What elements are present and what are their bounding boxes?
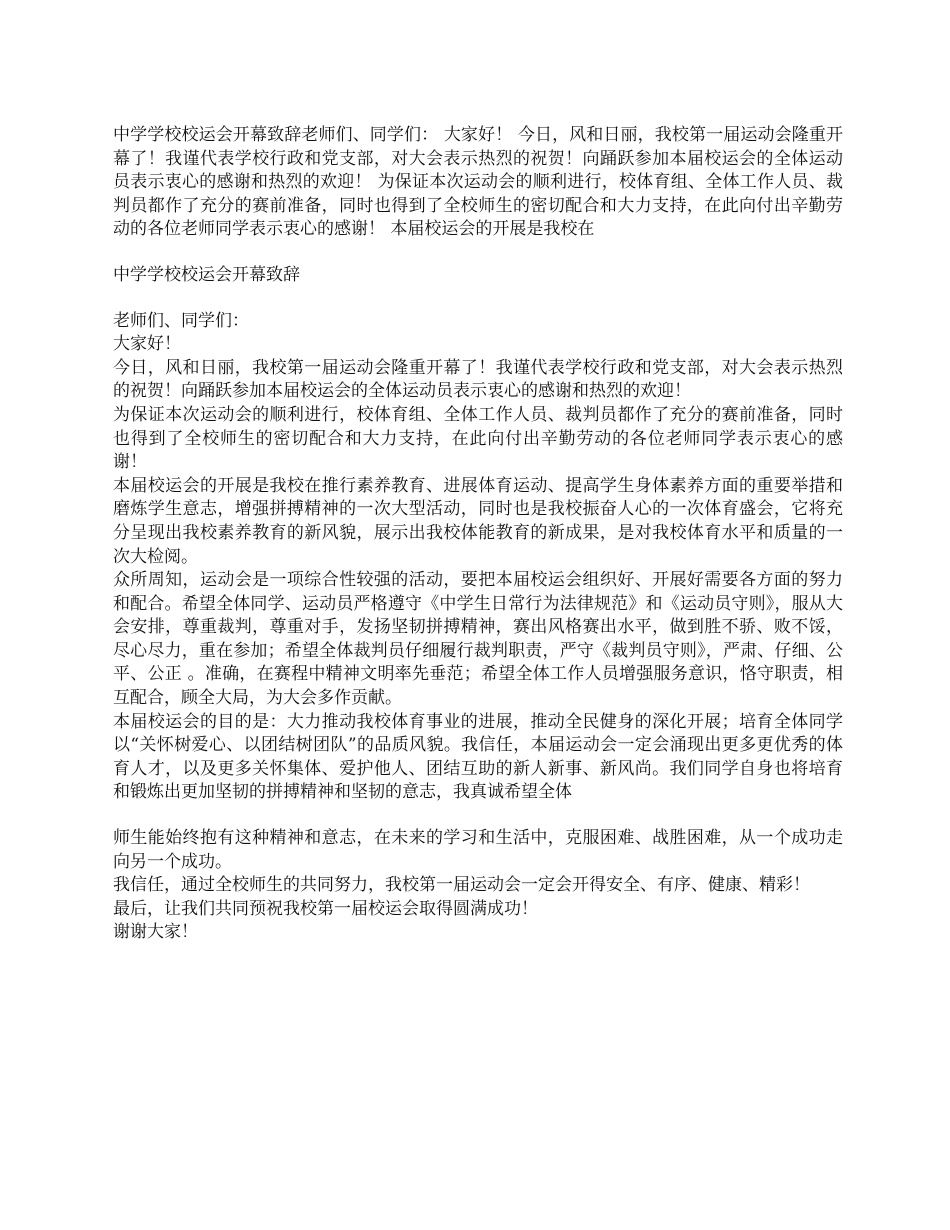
body-paragraph: 为保证本次运动会的顺利进行，校体育组、全体工作人员、裁判员都作了充分的赛前准备，同时也得到了全校师生的密切配合和大力支持，在此向付出辛勤劳动的各位老师同学表示衷心的感谢！: [113, 404, 843, 473]
closing-wish: 最后，让我们共同预祝我校第一届校运会取得圆满成功！: [113, 898, 538, 919]
closing-thanks: 谢谢大家！: [113, 922, 198, 943]
body-paragraph-continued: 师生能始终抱有这种精神和意志，在未来的学习和生活中，克服困难、战胜困难，从一个成功走向另一个成功。: [113, 828, 843, 872]
document-title: 中学学校校运会开幕致辞: [113, 264, 300, 285]
body-paragraph: 本届校运会的目的是：大力推动我校体育事业的进展，推动全民健身的深化开展；培育全体同学以“关怀树爱心、以团结树团队”的品质风貌。我信任，本届运动会一定会涌现出更多更优秀的体育人才，以及更多关怀集体、爱护他人、团结互助的新人新事、新风尚。我们同学自身也将培育和锻炼出更加坚韧的拼搏精神和坚韧的意志，我真诚希望全体: [113, 711, 843, 803]
body-paragraph: 今日，风和日丽，我校第一届运动会隆重开幕了！我谨代表学校行政和党支部，对大会表示热烈的祝贺！向踊跃参加本届校运会的全体运动员表示衷心的感谢和热烈的欢迎！: [113, 357, 843, 402]
body-paragraph: 本届校运会的开展是我校在推行素养教育、进展体育运动、提高学生身体素养方面的重要举措和磨炼学生意志，增强拼搏精神的一次大型活动，同时也是我校振奋人心的一次体育盛会，它将充分呈现出我校素养教育的新风貌，展示出我校体能教育的新成果，是对我校体育水平和质量的一次大检阅。: [113, 475, 843, 567]
body-paragraph: 我信任，通过全校师生的共同努力，我校第一届运动会一定会开得安全、有序、健康、精彩！: [113, 875, 810, 896]
document-page: [113, 124, 843, 945]
salutation: 老师们、同学们：: [113, 310, 249, 331]
summary-paragraph: 中学学校校运会开幕致辞老师们、同学们： 大家好！ 今日，风和日丽，我校第一届运动会隆重开幕了！我谨代表学校行政和党支部，对大会表示热烈的祝贺！向踊跃参加本届校运会的全体运动员表示衷心的感谢和热烈的欢迎！ 为保证本次运动会的顺利进行，校体育组、全体工作人员、裁判员都作了充分的赛前准备，同时也得到了全校师生的密切配合和大力支持，在此向付出辛勤劳动的各位老师同学表示衷心的感谢！ 本届校运会的开展是我校在: [113, 125, 843, 240]
body-paragraph: 众所周知，运动会是一项综合性较强的活动，要把本届校运会组织好、开展好需要各方面的努力和配合。希望全体同学、运动员严格遵守《中学生日常行为法律规范》和《运动员守则》，服从大会安排，尊重裁判，尊重对手，发扬坚韧拼搏精神，赛出风格赛出水平，做到胜不骄、败不馁，尽心尽力，重在参加；希望全体裁判员仔细履行裁判职责，严守《裁判员守则》，严肃、仔细、公平、公正 。准确，在赛程中精神文明率先垂范；希望全体工作人员增强服务意识，恪守职责，相互配合，顾全大局，为大会多作贡献。: [113, 570, 843, 709]
greeting: 大家好！: [113, 334, 181, 355]
